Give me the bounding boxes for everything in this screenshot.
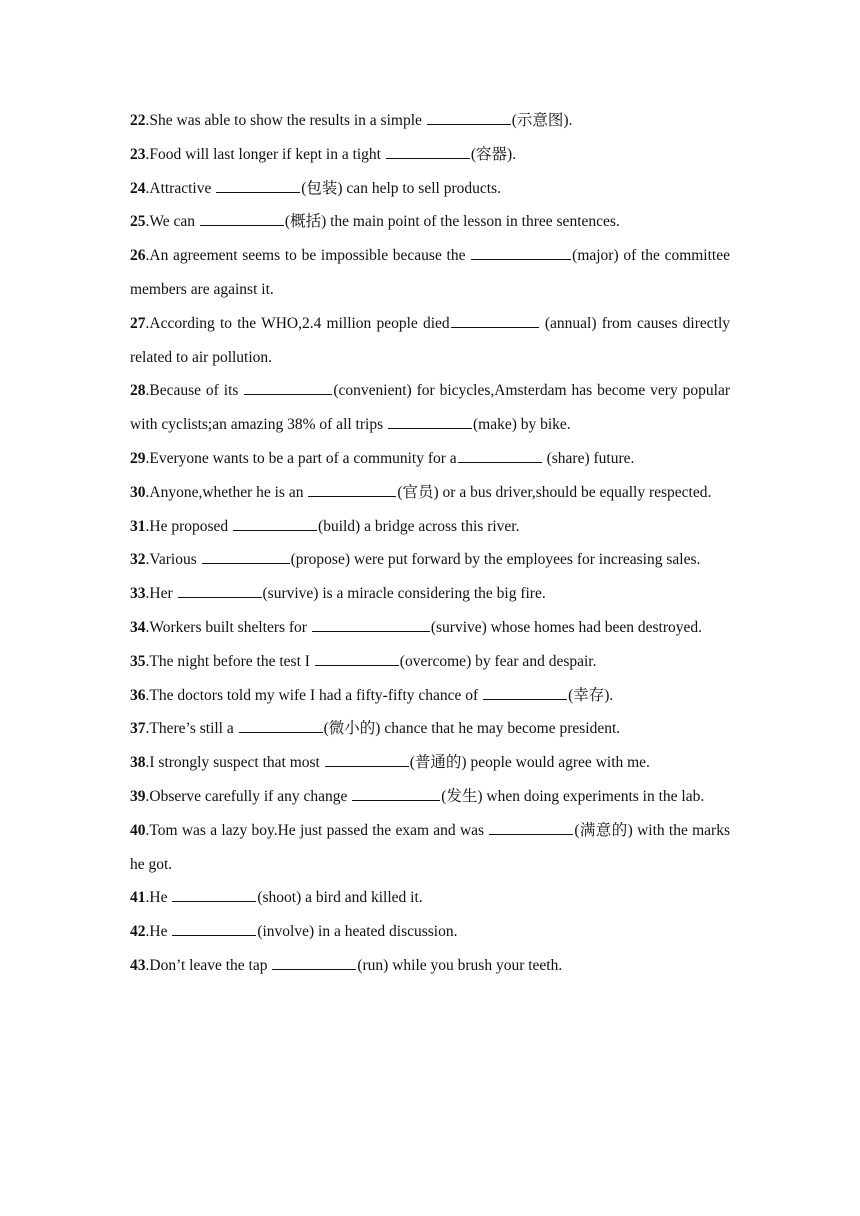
question-number: 27 xyxy=(130,314,146,332)
question-text: (满意的) with the marks he got. xyxy=(130,821,730,873)
question-text: (build) a bridge across this river. xyxy=(318,517,520,535)
question-number: 22 xyxy=(130,112,146,129)
question-text: .Attractive xyxy=(145,179,216,197)
question-text: (示意图). xyxy=(511,112,573,129)
question-text: .An agreement seems to be impossible because the xyxy=(145,247,471,265)
question-32 xyxy=(130,543,730,577)
question-text: (survive) is a miracle considering the big fire. xyxy=(262,585,546,603)
question-text: .Because of its xyxy=(145,382,244,400)
answer-blank[interactable] xyxy=(352,785,440,801)
question-text: (share) future. xyxy=(542,449,635,467)
question-text: (微小的) chance that he may become president. xyxy=(323,720,621,738)
answer-blank[interactable] xyxy=(172,920,256,936)
question-text: .We can xyxy=(145,213,199,231)
question-number: 25 xyxy=(130,213,146,231)
answer-blank[interactable] xyxy=(325,751,409,767)
question-text: .He xyxy=(145,889,172,907)
answer-blank[interactable] xyxy=(471,244,571,260)
question-text: .The doctors told my wife I had a fifty-fifty chance of xyxy=(145,686,483,704)
question-text: .Everyone wants to be a part of a community for a xyxy=(145,449,457,467)
question-text: .Observe carefully if any change xyxy=(145,787,352,805)
answer-blank[interactable] xyxy=(244,379,332,395)
question-number: 41 xyxy=(130,889,146,907)
answer-blank[interactable] xyxy=(239,717,323,733)
question-39 xyxy=(130,780,730,814)
question-text: .Various xyxy=(145,551,201,569)
question-43 xyxy=(130,949,730,983)
question-number: 42 xyxy=(130,923,146,941)
question-36 xyxy=(130,679,730,713)
question-text: (make) by bike. xyxy=(472,416,571,434)
question-number: 30 xyxy=(130,483,146,501)
question-number: 33 xyxy=(130,585,146,603)
answer-blank[interactable] xyxy=(483,684,567,700)
question-24 xyxy=(130,172,730,206)
question-30 xyxy=(130,476,730,510)
question-35 xyxy=(130,645,730,679)
question-text: (官员) or a bus driver,should be equally respected. xyxy=(397,483,712,501)
question-text: .Anyone,whether he is an xyxy=(145,483,308,501)
question-text: (包装) can help to sell products. xyxy=(301,179,501,197)
question-text: .According to the WHO,2.4 million people died xyxy=(145,314,450,332)
question-number: 39 xyxy=(130,787,146,805)
question-40 xyxy=(130,814,730,882)
question-number: 28 xyxy=(130,382,146,400)
question-23 xyxy=(130,138,730,172)
question-text: .Tom was a lazy boy.He just passed the exam and was xyxy=(145,821,489,839)
answer-blank[interactable] xyxy=(202,548,290,564)
answer-blank[interactable] xyxy=(489,819,573,835)
question-text: (容器). xyxy=(470,145,517,163)
answer-blank[interactable] xyxy=(458,447,542,463)
question-number: 43 xyxy=(130,956,146,974)
question-26 xyxy=(130,239,730,307)
question-text: (发生) when doing experiments in the lab. xyxy=(441,787,705,805)
question-text: .Her xyxy=(145,585,177,603)
question-text: (概括) the main point of the lesson in three sentences. xyxy=(284,213,620,231)
question-number: 36 xyxy=(130,686,146,704)
question-text: .Don’t leave the tap xyxy=(145,956,272,974)
question-37 xyxy=(130,712,730,746)
question-number: 35 xyxy=(130,652,146,670)
question-22 xyxy=(130,104,730,138)
question-25 xyxy=(130,205,730,239)
answer-blank[interactable] xyxy=(216,177,300,193)
answer-blank[interactable] xyxy=(315,650,399,666)
question-text: (propose) were put forward by the employees for increasing sales. xyxy=(290,551,701,569)
question-number: 23 xyxy=(130,145,146,163)
question-text: .I strongly suspect that most xyxy=(145,754,324,772)
question-text: (run) while you brush your teeth. xyxy=(357,956,563,974)
question-text: (annual) from causes directly related to air pollution. xyxy=(130,314,730,366)
question-number: 29 xyxy=(130,449,146,467)
question-text: .The night before the test I xyxy=(145,652,314,670)
question-text: .He proposed xyxy=(145,517,233,535)
question-text: (幸存). xyxy=(568,686,614,704)
question-number: 38 xyxy=(130,754,146,772)
question-number: 26 xyxy=(130,247,146,265)
question-41 xyxy=(130,881,730,915)
question-28 xyxy=(130,374,730,442)
question-31 xyxy=(130,510,730,544)
question-number: 40 xyxy=(130,821,146,839)
exercise-page xyxy=(130,104,730,983)
answer-blank[interactable] xyxy=(388,413,472,429)
question-number: 32 xyxy=(130,551,146,569)
question-number: 37 xyxy=(130,720,146,738)
question-text: .Food will last longer if kept in a tight xyxy=(145,145,385,163)
question-text: .There’s still a xyxy=(145,720,238,738)
question-33 xyxy=(130,577,730,611)
answer-blank[interactable] xyxy=(200,210,284,226)
question-27 xyxy=(130,307,730,375)
question-number: 24 xyxy=(130,179,146,197)
question-38 xyxy=(130,746,730,780)
question-text: (shoot) a bird and killed it. xyxy=(257,889,423,907)
answer-blank[interactable] xyxy=(172,886,256,902)
question-number: 34 xyxy=(130,618,146,636)
answer-blank[interactable] xyxy=(178,582,262,598)
answer-blank[interactable] xyxy=(386,143,470,159)
question-text: (convenient) for bicycles,Amsterdam has become very popular with cyclists;an amazing 38% of all trips xyxy=(130,382,730,434)
question-text: .She was able to show the results in a simple xyxy=(145,112,426,129)
question-29 xyxy=(130,442,730,476)
answer-blank[interactable] xyxy=(233,515,317,531)
answer-blank[interactable] xyxy=(427,109,511,125)
answer-blank[interactable] xyxy=(272,954,356,970)
question-text: .He xyxy=(145,923,172,941)
question-text: (survive) whose homes had been destroyed. xyxy=(430,618,703,636)
question-text: (overcome) by fear and despair. xyxy=(399,652,597,670)
answer-blank[interactable] xyxy=(308,481,396,497)
question-text: (involve) in a heated discussion. xyxy=(257,923,458,941)
answer-blank[interactable] xyxy=(312,616,430,632)
question-text: (major) of the committee members are against it. xyxy=(130,247,730,298)
question-42 xyxy=(130,915,730,949)
question-number: 31 xyxy=(130,517,146,535)
question-text: .Workers built shelters for xyxy=(145,618,311,636)
question-34 xyxy=(130,611,730,645)
answer-blank[interactable] xyxy=(451,312,539,328)
question-text: (普通的) people would agree with me. xyxy=(409,754,650,772)
